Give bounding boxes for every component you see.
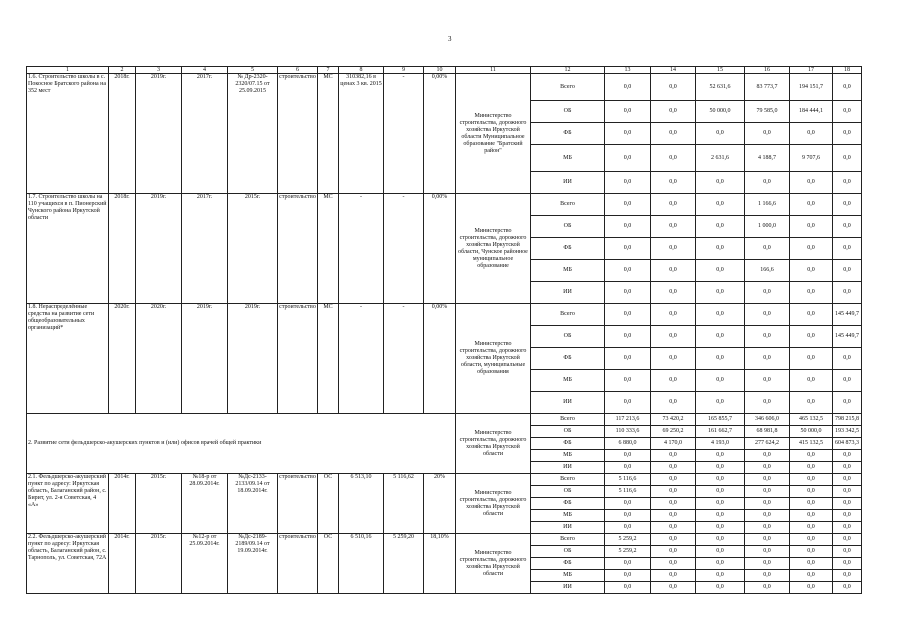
amount-cell: 0,0: [833, 216, 862, 238]
amount-cell: 798 215,8: [833, 414, 862, 426]
amount-cell: 145 449,7: [833, 304, 862, 326]
object-category: ОС: [318, 534, 339, 594]
design-year: 2017г.: [182, 194, 228, 304]
amount-cell: 0,0: [605, 326, 651, 348]
amount-cell: 0,0: [790, 474, 833, 486]
amount-cell: 0,0: [790, 570, 833, 582]
amount-cell: 0,0: [745, 123, 790, 145]
amount-cell: 0,0: [833, 348, 862, 370]
amount-cell: 0,0: [696, 238, 745, 260]
amount-cell: 0,0: [651, 450, 696, 462]
amount-cell: 4 188,7: [745, 145, 790, 172]
amount-cell: 0,0: [790, 582, 833, 594]
amount-cell: 0,0: [833, 474, 862, 486]
start-year: 2018г.: [109, 194, 136, 304]
column-number-header: 9: [384, 67, 424, 74]
table-row: [27, 474, 862, 486]
amount-cell: 0,0: [745, 474, 790, 486]
amount-cell: 0,0: [651, 326, 696, 348]
start-year: 2014г.: [109, 534, 136, 594]
amount-cell: 0,0: [605, 558, 651, 570]
column-number-header: 2: [109, 67, 136, 74]
funding-source: ИИ: [531, 582, 605, 594]
responsible-ministry: Министерство строительства, дорожного хозяйства Иркутской области: [456, 474, 531, 534]
header-row: [27, 67, 862, 74]
amount-cell: 277 624,2: [745, 438, 790, 450]
amount-cell: 0,0: [790, 194, 833, 216]
project-name: 2.2. Фельдшерско-акушерский пункт по адресу: Иркутская область, Балаганский район, с. Тарнополь, ул. Советская, 72А: [27, 534, 109, 594]
amount-cell: 0,0: [696, 370, 745, 392]
responsible-ministry: Министерство строительства, дорожного хозяйства Иркутской области: [456, 414, 531, 474]
funding-source: ФБ: [531, 238, 605, 260]
column-number-header: 15: [696, 67, 745, 74]
amount-cell: 0,0: [745, 522, 790, 534]
amount-cell: 79 585,0: [745, 101, 790, 123]
amount-cell: 0,0: [651, 101, 696, 123]
amount-cell: 0,0: [651, 304, 696, 326]
amount-cell: 0,0: [745, 172, 790, 194]
amount-cell: 0,0: [605, 74, 651, 101]
readiness-percent: 0,00%: [424, 74, 456, 194]
funding-source: МБ: [531, 450, 605, 462]
responsible-ministry: Министерство строительства, дорожного хозяйства Иркутской области: [456, 534, 531, 594]
amount-cell: 0,0: [696, 172, 745, 194]
project-name: 1.8. Нераспределённые средства на развитие сети общеобразовательных организаций*: [27, 304, 109, 414]
amount-cell: 0,0: [833, 238, 862, 260]
funding-source: ИИ: [531, 172, 605, 194]
amount-cell: 0,0: [790, 522, 833, 534]
readiness-percent: 18,10%: [424, 534, 456, 594]
funding-source: ИИ: [531, 282, 605, 304]
amount-cell: 0,0: [605, 123, 651, 145]
end-year: 2019г.: [136, 74, 182, 194]
amount-cell: 0,0: [833, 194, 862, 216]
amount-cell: 0,0: [605, 570, 651, 582]
amount-cell: 145 449,7: [833, 326, 862, 348]
funding-source: ОБ: [531, 326, 605, 348]
column-number-header: 16: [745, 67, 790, 74]
amount-cell: 0,0: [605, 510, 651, 522]
amount-cell: 50 000,0: [790, 426, 833, 438]
object-category: МС: [318, 74, 339, 194]
amount-cell: 0,0: [651, 582, 696, 594]
amount-cell: 0,0: [696, 546, 745, 558]
amount-cell: 0,0: [651, 546, 696, 558]
amount-cell: 165 855,7: [696, 414, 745, 426]
estimated-cost: 310382,16 в ценах 3 кв. 2015: [339, 74, 384, 194]
table-row: [27, 74, 862, 101]
funding-source: МБ: [531, 145, 605, 172]
project-name: 1.7. Строительство школы на 110 учащихся в п. Пионерский Чунского района Иркутской области: [27, 194, 109, 304]
amount-cell: 0,0: [833, 570, 862, 582]
amount-cell: 0,0: [605, 172, 651, 194]
start-year: 2020г.: [109, 304, 136, 414]
column-number-header: 8: [339, 67, 384, 74]
amount-cell: 0,0: [833, 282, 862, 304]
amount-cell: 52 631,6: [696, 74, 745, 101]
funding-source: Всего: [531, 74, 605, 101]
amount-cell: 0,0: [833, 462, 862, 474]
amount-cell: 0,0: [833, 74, 862, 101]
expertise-conclusion: №Дс-2133-2133/09.14 от 18.09.2014г.: [228, 474, 278, 534]
amount-cell: 6 880,0: [605, 438, 651, 450]
funding-source: ИИ: [531, 392, 605, 414]
amount-cell: 0,0: [651, 462, 696, 474]
amount-cell: 0,0: [790, 172, 833, 194]
remaining-cost: 5 116,62: [384, 474, 424, 534]
amount-cell: 0,0: [696, 498, 745, 510]
column-number-header: 7: [318, 67, 339, 74]
remaining-cost: -: [384, 304, 424, 414]
amount-cell: 110 333,6: [605, 426, 651, 438]
amount-cell: 0,0: [605, 194, 651, 216]
object-category: МС: [318, 304, 339, 414]
work-type: строительство: [278, 74, 318, 194]
amount-cell: 5 259,2: [605, 546, 651, 558]
amount-cell: 0,0: [651, 570, 696, 582]
amount-cell: 0,0: [651, 348, 696, 370]
end-year: 2019г.: [136, 194, 182, 304]
amount-cell: 0,0: [745, 570, 790, 582]
amount-cell: 0,0: [696, 510, 745, 522]
amount-cell: 346 606,0: [745, 414, 790, 426]
amount-cell: 0,0: [696, 304, 745, 326]
funding-source: ИИ: [531, 462, 605, 474]
amount-cell: 0,0: [833, 145, 862, 172]
amount-cell: 0,0: [696, 348, 745, 370]
design-year: 2017г.: [182, 74, 228, 194]
amount-cell: 0,0: [833, 172, 862, 194]
amount-cell: 0,0: [605, 145, 651, 172]
page-number: 3: [448, 35, 452, 43]
amount-cell: 0,0: [790, 348, 833, 370]
funding-source: Всего: [531, 194, 605, 216]
amount-cell: 0,0: [696, 534, 745, 546]
expertise-conclusion: 2019г.: [228, 304, 278, 414]
amount-cell: 0,0: [745, 546, 790, 558]
amount-cell: 69 250,2: [651, 426, 696, 438]
start-year: 2014г.: [109, 474, 136, 534]
design-year: №18-р от 28.09.2014г.: [182, 474, 228, 534]
design-year: 2019г.: [182, 304, 228, 414]
amount-cell: 0,0: [833, 582, 862, 594]
amount-cell: 1 000,0: [745, 216, 790, 238]
amount-cell: 0,0: [745, 326, 790, 348]
amount-cell: 0,0: [651, 172, 696, 194]
amount-cell: 0,0: [745, 558, 790, 570]
project-name: 2.1. Фельдшерско-акушерский пункт по адресу: Иркутская область, Балаганский район, с. Бирит, ул. 2-я Советская, 4 «А»: [27, 474, 109, 534]
funding-source: Всего: [531, 474, 605, 486]
amount-cell: 0,0: [745, 450, 790, 462]
amount-cell: 0,0: [696, 582, 745, 594]
amount-cell: 0,0: [790, 216, 833, 238]
amount-cell: 0,0: [696, 123, 745, 145]
amount-cell: 0,0: [745, 462, 790, 474]
table-row: [27, 534, 862, 546]
amount-cell: 0,0: [605, 260, 651, 282]
remaining-cost: -: [384, 74, 424, 194]
amount-cell: 0,0: [833, 370, 862, 392]
amount-cell: 0,0: [605, 238, 651, 260]
amount-cell: 0,0: [696, 326, 745, 348]
expertise-conclusion: № Др-2320-2320/07.15 от 25.09.2015: [228, 74, 278, 194]
funding-source: ОБ: [531, 486, 605, 498]
amount-cell: 50 000,0: [696, 101, 745, 123]
column-number-header: 12: [531, 67, 605, 74]
amount-cell: 0,0: [833, 546, 862, 558]
amount-cell: 0,0: [790, 123, 833, 145]
amount-cell: 1 166,6: [745, 194, 790, 216]
amount-cell: 0,0: [605, 450, 651, 462]
amount-cell: 0,0: [651, 194, 696, 216]
amount-cell: 0,0: [696, 450, 745, 462]
work-type: строительство: [278, 304, 318, 414]
amount-cell: 117 213,6: [605, 414, 651, 426]
amount-cell: 0,0: [651, 486, 696, 498]
amount-cell: 0,0: [833, 534, 862, 546]
amount-cell: 0,0: [790, 260, 833, 282]
amount-cell: 0,0: [651, 522, 696, 534]
amount-cell: 0,0: [696, 558, 745, 570]
project-name: 1.6. Строительство школы в с. Покосное Братского района на 352 мест: [27, 74, 109, 194]
funding-source: ФБ: [531, 348, 605, 370]
amount-cell: 4 193,0: [696, 438, 745, 450]
column-number-header: 1: [27, 67, 109, 74]
funding-source: ОБ: [531, 216, 605, 238]
amount-cell: 0,0: [790, 486, 833, 498]
funding-source: ФБ: [531, 438, 605, 450]
funding-source: ОБ: [531, 426, 605, 438]
amount-cell: 0,0: [605, 304, 651, 326]
amount-cell: 68 981,8: [745, 426, 790, 438]
amount-cell: 0,0: [833, 486, 862, 498]
amount-cell: 5 116,6: [605, 474, 651, 486]
amount-cell: 0,0: [833, 450, 862, 462]
amount-cell: 0,0: [745, 238, 790, 260]
amount-cell: 0,0: [833, 101, 862, 123]
amount-cell: 0,0: [790, 326, 833, 348]
amount-cell: 0,0: [833, 498, 862, 510]
amount-cell: 166,6: [745, 260, 790, 282]
funding-source: ФБ: [531, 123, 605, 145]
column-number-header: 5: [228, 67, 278, 74]
amount-cell: 0,0: [833, 510, 862, 522]
funding-source: ФБ: [531, 558, 605, 570]
work-type: строительство: [278, 474, 318, 534]
funding-source: ОБ: [531, 546, 605, 558]
amount-cell: 0,0: [605, 282, 651, 304]
funding-source: Всего: [531, 534, 605, 546]
amount-cell: 5 116,6: [605, 486, 651, 498]
column-number-header: 6: [278, 67, 318, 74]
estimated-cost: -: [339, 304, 384, 414]
amount-cell: 0,0: [745, 498, 790, 510]
start-year: 2018г.: [109, 74, 136, 194]
amount-cell: 0,0: [651, 145, 696, 172]
amount-cell: 0,0: [790, 558, 833, 570]
amount-cell: 0,0: [651, 282, 696, 304]
amount-cell: 0,0: [790, 370, 833, 392]
end-year: 2020г.: [136, 304, 182, 414]
amount-cell: 0,0: [651, 558, 696, 570]
amount-cell: 0,0: [696, 462, 745, 474]
table-row: [27, 414, 862, 426]
object-category: ОС: [318, 474, 339, 534]
readiness-percent: 20%: [424, 474, 456, 534]
readiness-percent: 0,00%: [424, 194, 456, 304]
amount-cell: 0,0: [696, 260, 745, 282]
object-category: МС: [318, 194, 339, 304]
funding-source: МБ: [531, 510, 605, 522]
design-year: №12-р от 25.09.2014г.: [182, 534, 228, 594]
amount-cell: 83 773,7: [745, 74, 790, 101]
amount-cell: 0,0: [833, 558, 862, 570]
work-type: строительство: [278, 194, 318, 304]
amount-cell: 604 873,3: [833, 438, 862, 450]
work-type: строительство: [278, 534, 318, 594]
amount-cell: 0,0: [790, 282, 833, 304]
funding-source: МБ: [531, 370, 605, 392]
amount-cell: 0,0: [745, 510, 790, 522]
amount-cell: 0,0: [605, 522, 651, 534]
end-year: 2015г.: [136, 474, 182, 534]
amount-cell: 0,0: [605, 101, 651, 123]
amount-cell: 0,0: [790, 238, 833, 260]
amount-cell: 0,0: [651, 498, 696, 510]
funding-source: Всего: [531, 304, 605, 326]
amount-cell: 0,0: [790, 304, 833, 326]
amount-cell: 193 342,5: [833, 426, 862, 438]
amount-cell: 0,0: [790, 510, 833, 522]
amount-cell: 0,0: [696, 282, 745, 304]
funding-source: ОБ: [531, 101, 605, 123]
amount-cell: 0,0: [790, 462, 833, 474]
investment-table: [26, 66, 862, 594]
amount-cell: 415 132,5: [790, 438, 833, 450]
amount-cell: 0,0: [651, 510, 696, 522]
amount-cell: 0,0: [696, 522, 745, 534]
amount-cell: 0,0: [605, 348, 651, 370]
estimated-cost: 6 510,16: [339, 534, 384, 594]
column-number-header: 13: [605, 67, 651, 74]
amount-cell: 0,0: [605, 216, 651, 238]
amount-cell: 0,0: [790, 498, 833, 510]
amount-cell: 0,0: [605, 392, 651, 414]
amount-cell: 0,0: [605, 582, 651, 594]
amount-cell: 0,0: [696, 570, 745, 582]
amount-cell: 0,0: [745, 282, 790, 304]
amount-cell: 0,0: [790, 534, 833, 546]
amount-cell: 0,0: [696, 474, 745, 486]
amount-cell: 0,0: [651, 534, 696, 546]
amount-cell: 0,0: [651, 123, 696, 145]
column-number-header: 14: [651, 67, 696, 74]
column-number-header: 18: [833, 67, 862, 74]
funding-source: МБ: [531, 260, 605, 282]
amount-cell: 0,0: [651, 74, 696, 101]
table-row: [27, 194, 862, 216]
funding-source: ИИ: [531, 522, 605, 534]
amount-cell: 0,0: [651, 474, 696, 486]
responsible-ministry: Министерство строительства, дорожного хозяйства Иркутской области, муниципальные образования: [456, 304, 531, 414]
section-title: 2. Развитие сети фельдшерско-акушерских пунктов и (или) офисов врачей общей практики: [27, 414, 456, 474]
responsible-ministry: Министерство строительства, дорожного хозяйства Иркутской области, Чунское районное муниципальное образование: [456, 194, 531, 304]
expertise-conclusion: №Дс-2189-2189/09.14 от 19.09.2014г.: [228, 534, 278, 594]
amount-cell: 465 132,5: [790, 414, 833, 426]
amount-cell: 0,0: [605, 370, 651, 392]
amount-cell: 161 662,7: [696, 426, 745, 438]
amount-cell: 0,0: [745, 370, 790, 392]
amount-cell: 0,0: [605, 462, 651, 474]
column-number-header: 11: [456, 67, 531, 74]
amount-cell: 0,0: [833, 260, 862, 282]
amount-cell: 5 259,2: [605, 534, 651, 546]
amount-cell: 0,0: [745, 486, 790, 498]
amount-cell: 0,0: [745, 582, 790, 594]
funding-source: ФБ: [531, 498, 605, 510]
amount-cell: 0,0: [790, 392, 833, 414]
funding-source: МБ: [531, 570, 605, 582]
amount-cell: 184 444,1: [790, 101, 833, 123]
amount-cell: 0,0: [745, 392, 790, 414]
remaining-cost: -: [384, 194, 424, 304]
amount-cell: 0,0: [696, 216, 745, 238]
end-year: 2015г.: [136, 534, 182, 594]
column-number-header: 10: [424, 67, 456, 74]
readiness-percent: 0,00%: [424, 304, 456, 414]
amount-cell: 0,0: [651, 238, 696, 260]
amount-cell: 0,0: [651, 216, 696, 238]
column-number-header: 3: [136, 67, 182, 74]
amount-cell: 0,0: [745, 534, 790, 546]
amount-cell: 0,0: [833, 392, 862, 414]
table-row: [27, 304, 862, 326]
funding-source: Всего: [531, 414, 605, 426]
column-number-header: 4: [182, 67, 228, 74]
amount-cell: 0,0: [696, 486, 745, 498]
amount-cell: 0,0: [833, 522, 862, 534]
column-number-header: 17: [790, 67, 833, 74]
amount-cell: 0,0: [833, 123, 862, 145]
expertise-conclusion: 2015г.: [228, 194, 278, 304]
amount-cell: 0,0: [696, 194, 745, 216]
amount-cell: 9 707,6: [790, 145, 833, 172]
amount-cell: 0,0: [790, 546, 833, 558]
responsible-ministry: Министерство строительства, дорожного хозяйства Иркутской области Муниципальное образование "Братский район": [456, 74, 531, 194]
estimated-cost: -: [339, 194, 384, 304]
amount-cell: 0,0: [651, 370, 696, 392]
amount-cell: 0,0: [651, 260, 696, 282]
amount-cell: 2 631,6: [696, 145, 745, 172]
amount-cell: 0,0: [790, 450, 833, 462]
amount-cell: 0,0: [696, 392, 745, 414]
remaining-cost: 5 259,20: [384, 534, 424, 594]
amount-cell: 4 170,0: [651, 438, 696, 450]
amount-cell: 194 151,7: [790, 74, 833, 101]
amount-cell: 73 420,2: [651, 414, 696, 426]
estimated-cost: 6 513,10: [339, 474, 384, 534]
amount-cell: 0,0: [605, 498, 651, 510]
amount-cell: 0,0: [745, 348, 790, 370]
amount-cell: 0,0: [651, 392, 696, 414]
amount-cell: 0,0: [745, 304, 790, 326]
